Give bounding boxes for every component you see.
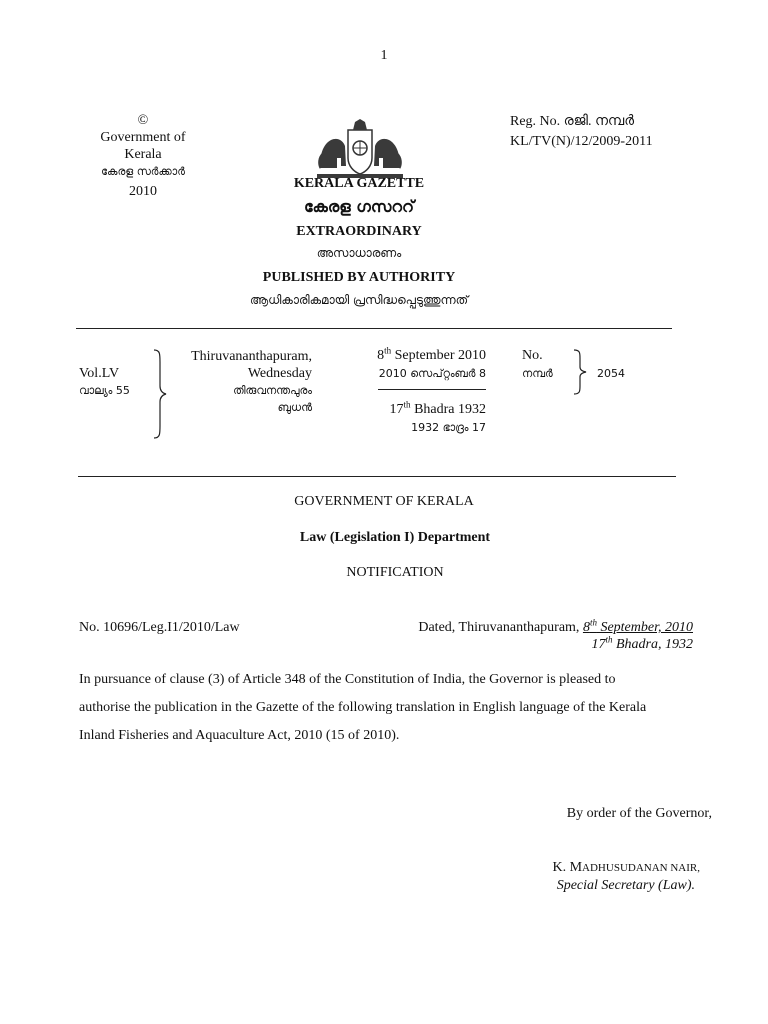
- saka-date-rest: Bhadra 1932: [410, 402, 486, 417]
- dated-prefix: Dated, Thiruvananthapuram,: [418, 620, 583, 635]
- day-ml: ബുധൻ: [277, 401, 312, 414]
- dated-saka-sup: th: [605, 634, 613, 645]
- copyright-block: [80, 112, 206, 200]
- gazette-title: KERALA GAZETTE: [293, 176, 425, 191]
- registration-line2: KL/TV(N)/12/2009-2011: [510, 134, 653, 149]
- saka-date-ml: 1932 ഭാദ്രം 17: [411, 421, 486, 434]
- copyright-line2: Kerala: [124, 147, 162, 162]
- notification-heading: NOTIFICATION: [346, 565, 444, 580]
- issue-date-sup: th: [384, 345, 392, 356]
- signatory-name: [440, 860, 700, 876]
- top-divider: [76, 328, 672, 329]
- date-divider: [378, 389, 486, 390]
- volume-ml: വാല്യം 55: [79, 384, 130, 397]
- issue-date-en: [340, 345, 486, 364]
- reference-number: No. 10696/Leg.I1/2010/Law: [79, 620, 240, 635]
- copyright-year: 2010: [129, 184, 157, 199]
- dated-date: [582, 617, 693, 635]
- place-en: Thiruvananthapuram,: [191, 349, 312, 364]
- paragraph-line2: authorise the publication in the Gazette of the following translation in English language of the Kerala: [79, 700, 647, 715]
- issue-date-ml: 2010 സെപ്റ്റംബർ 8: [378, 367, 486, 380]
- signatory-initial: K. M: [552, 860, 583, 875]
- issue-number: 2054: [597, 367, 625, 380]
- paragraph-line1: In pursuance of clause (3) of Article 348 of the Constitution of India, the Governor is pleased to: [79, 672, 616, 687]
- issue-date-rest: September 2010: [391, 348, 486, 363]
- number-label-ml: നമ്പർ: [522, 367, 553, 380]
- place-block: [160, 348, 312, 416]
- dated-day: 8: [582, 620, 590, 635]
- gazette-type-ml: അസാധാരണം: [316, 246, 402, 260]
- registration-block: [510, 112, 653, 152]
- signatory-rest: ADHUSUDANAN NAIR,: [582, 862, 700, 874]
- dated-rest: September, 2010: [596, 620, 693, 635]
- department-heading: Law (Legislation I) Department: [299, 530, 491, 545]
- copyright-symbol: ©: [137, 113, 149, 128]
- published-by-authority: PUBLISHED BY AUTHORITY: [262, 270, 456, 285]
- day-en: Wednesday: [247, 366, 312, 381]
- saka-date-en: [340, 399, 486, 418]
- saka-date-sup: th: [403, 399, 411, 410]
- dated-saka: [440, 634, 693, 653]
- dated-saka-day: 17: [591, 637, 606, 652]
- issue-date-day: 8: [377, 348, 385, 363]
- paragraph-line3: Inland Fisheries and Aquaculture Act, 2010 (15 of 2010).: [79, 728, 400, 743]
- dated-line: [340, 617, 693, 636]
- by-order: By order of the Governor,: [566, 806, 712, 821]
- saka-date-day: 17: [389, 402, 404, 417]
- number-label-en: No.: [522, 348, 543, 363]
- copyright-line1: Government of: [100, 130, 186, 145]
- dated-saka-rest: Bhadra, 1932: [612, 637, 693, 652]
- volume-en: Vol.LV: [79, 366, 120, 381]
- published-by-authority-ml: ആധികാരികമായി പ്രസിദ്ധപ്പെടുത്തുന്നത്: [249, 293, 469, 307]
- right-brace-icon: [570, 348, 590, 396]
- place-ml: തിരുവനന്തപുരം: [233, 384, 312, 397]
- signatory-designation: Special Secretary (Law).: [556, 878, 695, 893]
- notification-paragraph: [79, 666, 719, 750]
- copyright-line3-ml: കേരള സർക്കാർ: [101, 165, 185, 178]
- dated-sup: th: [589, 617, 597, 628]
- government-heading: GOVERNMENT OF KERALA: [294, 494, 474, 509]
- state-emblem-icon: [313, 118, 407, 180]
- registration-line1: Reg. No. രജി. നമ്പർ: [510, 114, 635, 129]
- gazette-title-ml: കേരള ഗസററ്: [304, 197, 414, 216]
- bottom-divider: [78, 476, 676, 477]
- page-number: 1: [380, 48, 388, 63]
- gazette-type: EXTRAORDINARY: [296, 224, 422, 239]
